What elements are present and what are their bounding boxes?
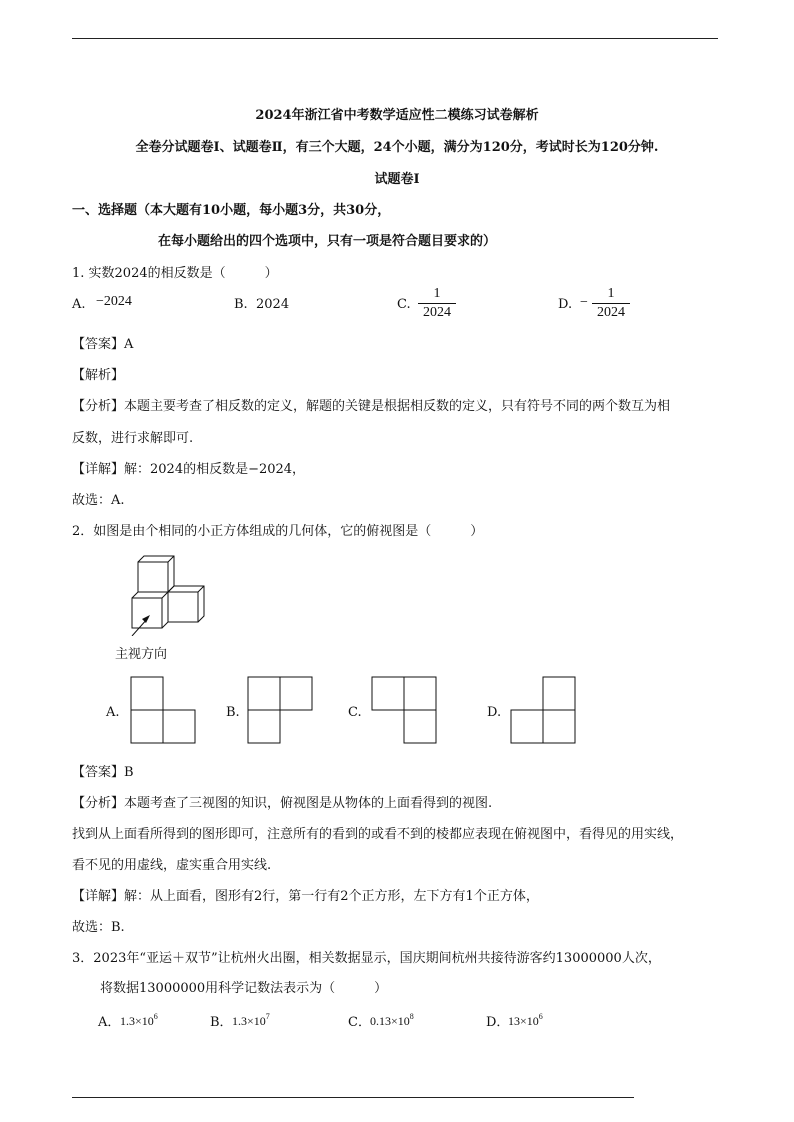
fraction-bar: [592, 303, 630, 304]
q1-stem: 1. 实数2024的相反数是（ ）: [72, 266, 278, 281]
q3-option-c-exponent: 8: [409, 1012, 414, 1021]
q2-analysis-line1: 【分析】本题考查了三视图的知识，俯视图是从物体的上面看得到的视图.: [72, 796, 493, 811]
q2-analysis-line3: 看不见的用虚线，虚实重合用实线.: [72, 858, 272, 873]
cube-bottom-join: [162, 622, 168, 628]
q2-option-b-label: B.: [226, 705, 240, 720]
cube-bottom-left-front: [132, 598, 162, 628]
q2-analysis-line2: 找到从上面看所得到的图形即可，注意所有的看到的或看不到的棱都应表现在俯视图中，看得见的用实线，: [72, 827, 684, 842]
q1-option-c-numerator: 1: [433, 286, 441, 301]
q3-option-a-value: [120, 1012, 158, 1029]
q1-option-a-label: A.: [72, 297, 86, 312]
exam-intro: 全卷分试题卷Ⅰ、试题卷Ⅱ，有三个大题，24个小题，满分为120分，考试时长为120分钟.: [135, 140, 659, 155]
q1-analysis-tag: 【解析】: [72, 368, 125, 383]
q1-choice: 故选：A.: [72, 493, 125, 508]
cube-bottom-left-edge: [162, 592, 168, 598]
q3-stem-line2: 将数据13000000用科学记数法表示为（ ）: [100, 981, 388, 996]
q2-choice: 故选：B.: [72, 920, 125, 935]
q1-answer: 【答案】A: [72, 337, 134, 352]
q2-option-d-figure: [510, 676, 578, 746]
q2-option-b-figure: [247, 676, 315, 746]
header-rule: [72, 38, 718, 39]
q2-view-direction-label: 主视方向: [115, 647, 168, 662]
q2-detail: 【详解】解：从上面看，图形有2行，第一行有2个正方形，左下方有1个正方体，: [72, 889, 539, 904]
q3-option-c-base: 0.13×10: [370, 1014, 410, 1028]
q1-analysis-line1: 【分析】本题主要考查了相反数的定义，解题的关键是根据相反数的定义，只有符号不同的两个数互为相: [72, 399, 671, 414]
q3-option-b-exponent: 7: [265, 1012, 270, 1021]
view-direction-arrow: [132, 615, 150, 636]
q1-option-b-label: B.: [234, 297, 248, 312]
q3-option-c-label: C．: [348, 1015, 371, 1030]
q3-option-a-base: 1.3×10: [120, 1014, 154, 1028]
q3-option-d-base: 13×10: [508, 1014, 539, 1028]
q1-option-c-fraction: [418, 286, 456, 321]
q1-option-b-value: 2024: [256, 297, 290, 312]
cube-top-front: [138, 562, 168, 592]
q1-option-d-denominator: 2024: [597, 305, 625, 320]
q1-option-d-label: D.: [558, 297, 573, 312]
section-heading-line1: 一、选择题（本大题有10小题，每小题3分，共30分，: [72, 203, 391, 218]
cube-bottom-right-edge: [198, 586, 204, 592]
q1-analysis-line2: 反数，进行求解即可.: [72, 431, 194, 446]
q1-option-d-fraction: [592, 286, 630, 321]
q1-detail: 【详解】解：2024的相反数是−2024，: [72, 462, 306, 477]
q3-option-b-value: [232, 1012, 270, 1029]
q1-option-a-value: −2024: [96, 294, 132, 309]
page-title: 2024年浙江省中考数学适应性二模练习试卷解析: [255, 108, 539, 123]
q2-option-c-figure: [371, 676, 439, 746]
q3-option-d-label: D．: [486, 1015, 510, 1030]
q1-option-c-label: C.: [397, 297, 411, 312]
q3-option-d-value: [508, 1012, 543, 1029]
section-heading-line2: 在每小题给出的四个选项中，只有一项是符合题目要求的）: [158, 234, 497, 249]
q2-option-c-label: C.: [348, 705, 362, 720]
q3-option-b-base: 1.3×10: [232, 1014, 266, 1028]
q1-option-d-sign: −: [580, 295, 588, 310]
q3-stem-line1: 3．2023年“亚运＋双节”让杭州火出圈，相关数据显示，国庆期间杭州共接待游客约13000000人次，: [72, 951, 661, 966]
cube-top-edge: [168, 556, 174, 562]
q1-option-d-numerator: 1: [607, 286, 615, 301]
q3-option-d-exponent: 6: [538, 1012, 543, 1021]
footer-rule: [72, 1097, 634, 1098]
q3-option-a-label: A．: [98, 1015, 121, 1030]
q2-stem: 2．如图是由个相同的小正方体组成的几何体，它的俯视图是（ ）: [72, 524, 484, 539]
q3-option-c-value: [370, 1012, 414, 1029]
q1-option-c-denominator: 2024: [423, 305, 451, 320]
paper-label: 试题卷Ⅰ: [374, 172, 420, 187]
q2-option-a-label: A.: [106, 705, 120, 720]
q2-answer: 【答案】B: [72, 765, 134, 780]
q2-option-d-label: D.: [487, 705, 502, 720]
cube-bottom-right-front: [168, 592, 198, 622]
q2-option-a-figure: [130, 676, 198, 746]
q3-option-b-label: B．: [210, 1015, 233, 1030]
q3-option-a-exponent: 6: [153, 1012, 158, 1021]
fraction-bar: [418, 303, 456, 304]
q2-cube-figure: [118, 552, 218, 636]
